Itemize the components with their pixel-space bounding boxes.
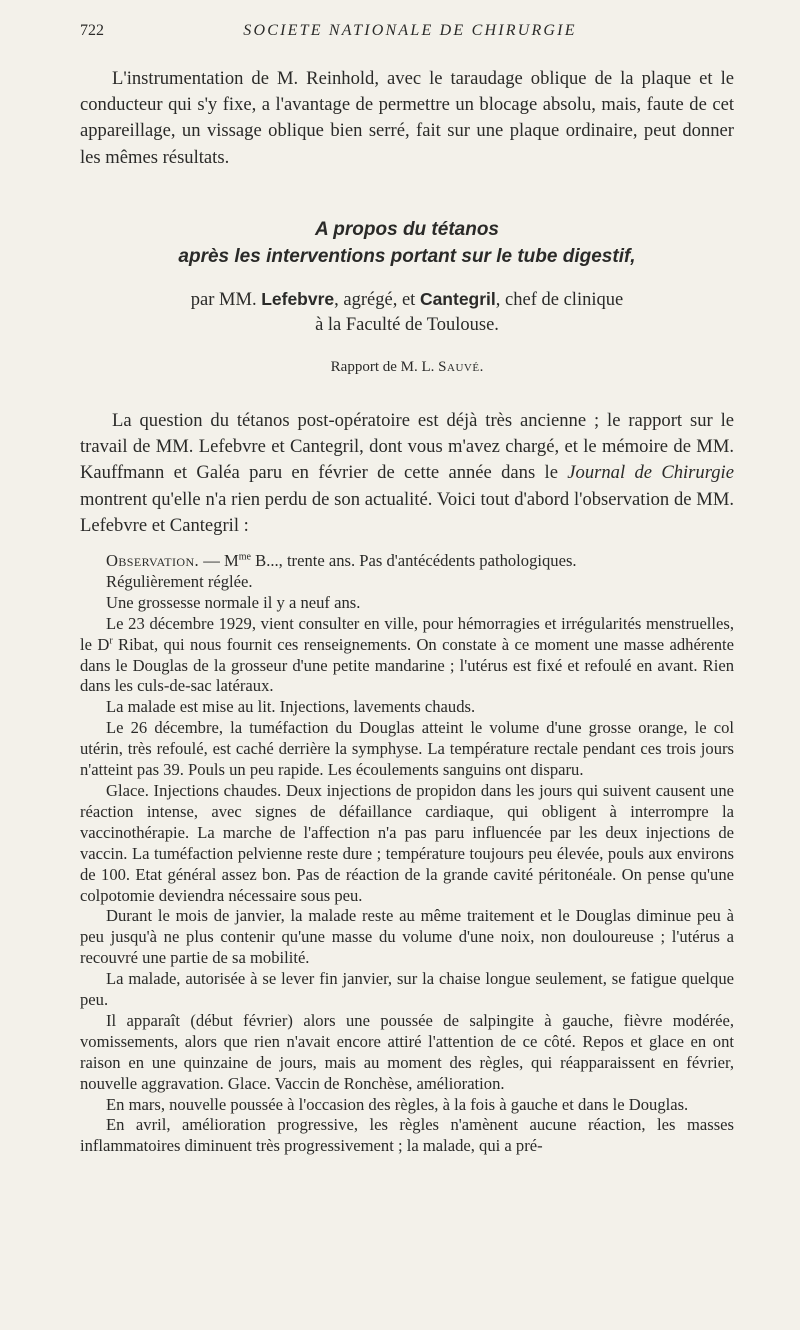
observation-p4-a: Le 23 décembre 1929, vient consulter en ville, pour hémorragies et irrégularités menstruelles, le D — [80, 613, 734, 654]
observation-p10: Il apparaît (début février) alors une poussée de salpingite à gauche, fièvre modérée, vomissements, alors que rien n'avait encore attiré l'attention de ce côté. Repos et glace en ont raison en une quinzaine de jours, mais au moment des règles, qui réapparaissent en février, nouvelle aggravation. Glace. Vaccin de Ronchèse, amélioration. — [80, 1010, 734, 1093]
observation-p8: Durant le mois de janvier, la malade reste au même traitement et le Douglas diminue peu à peu jusqu'à ne plus contenir qu'une masse du volume d'une noix, non douloureuse ; l'utérus a recouvré une partie de sa mobilité. — [80, 906, 734, 968]
observation-dash: — M — [199, 551, 239, 570]
reporter-name: Sauvé — [438, 359, 480, 375]
byline-line-2: à la Faculté de Toulouse. — [315, 315, 499, 335]
intro-paragraph: L'instrumentation de M. Reinhold, avec le taraudage oblique de la plaque et le conducteur qui s'y fixe, a l'avantage de permettre un blocage absolu, mais, faute de cet appareillage, un vissage oblique bien serré, fait sur une plaque ordinaire, peut donner les mêmes résultats. — [80, 68, 734, 168]
main-paragraph-part-1: La question du tétanos post-opératoire est déjà très ancienne ; le rapport sur le travail de MM. Lefebvre et Cantegril, dont vous m'avez chargé, et le mémoire de MM. Kauffmann et Galéa paru en février de cette année dans le — [80, 410, 734, 484]
main-paragraph-part-2: montrent qu'elle n'a rien perdu de son actualité. Voici tout d'abord l'observation de MM. Lefebvre et Cantegril : — [80, 488, 734, 536]
page-number: 722 — [80, 22, 104, 39]
report-line — [80, 357, 734, 377]
observation-p7: Glace. Injections chaudes. Deux injections de propidon dans les jours qui suivent causent une réaction intense, avec signes de défaillance cardiaque, qui obligent à interrompre la vaccinothérapie. La marche de l'affection n'a pas paru influencée par les deux injections de vaccin. La tuméfaction pelvienne reste dure ; température toujours peu élevée, pouls aux environs de 100. Etat général assez bon. Pas de réaction de la grande cavité péritonéale. On pense qu'une colpotomie deviendra nécessaire sous peu. — [80, 780, 734, 905]
observation-p12: En avril, amélioration progressive, les règles n'amènent aucune réaction, les masses inflammatoires diminuent très progressivement ; la malade, qui a pré- — [80, 1115, 734, 1156]
observation-p9: La malade, autorisée à se lever fin janvier, sur la chaise longue seulement, se fatigue quelque peu. — [80, 969, 734, 1010]
observation-sup-dr: r — [109, 635, 113, 647]
observation-patient: B..., trente ans. Pas d'antécédents pathologiques. — [250, 551, 577, 570]
main-paragraph — [80, 408, 734, 539]
article-title — [80, 216, 734, 270]
observation-p3: Une grossesse normale il y a neuf ans. — [106, 592, 361, 612]
observation-sup-me: me — [238, 551, 251, 563]
report-prefix: Rapport de M. L. — [330, 359, 439, 375]
observation-p5: La malade est mise au lit. Injections, lavements chauds. — [106, 697, 476, 717]
observation-p4-b: Ribat, qui nous fournit ces renseignements. On constate à ce moment une masse adhérente dans le Douglas de la grosseur d'une petite mandarine ; l'utérus est fixé et refoulé en avant. Rien dans les culs-de-sac latéraux. — [80, 634, 734, 696]
observation-p11: En mars, nouvelle poussée à l'occasion des règles, à la fois à gauche et dans le Douglas. — [106, 1094, 689, 1114]
observation-p4 — [80, 614, 734, 698]
observation-p2: Régulièrement réglée. — [106, 571, 253, 591]
observation-p1 — [80, 551, 734, 572]
byline-prefix: par MM. — [190, 290, 262, 310]
byline-line-1 — [80, 287, 734, 313]
byline-mid-1: , agrégé, et — [334, 290, 420, 310]
journal-name: Journal de Chirurgie — [567, 462, 734, 484]
author-cantegril: Cantegril — [419, 289, 496, 309]
byline — [80, 287, 734, 338]
observation-p6: Le 26 décembre, la tuméfaction du Douglas atteint le volume d'une grosse orange, le col utérin, très refoulé, est caché derrière la symphyse. La température rectale pendant ces trois jours n'atteint pas 39. Pouls un peu rapide. Les écoulements sanguins ont disparu. — [80, 718, 734, 780]
author-lefebvre: Lefebvre — [261, 289, 335, 309]
observation-lead: Observation. — [106, 551, 200, 570]
journal-title: SOCIETE NATIONALE DE CHIRURGIE — [243, 22, 577, 39]
report-suffix: . — [479, 359, 484, 375]
article-title-line-2: après les interventions portant sur le tube digestif, — [178, 246, 636, 267]
observation-section — [80, 551, 734, 1157]
running-header — [80, 22, 740, 46]
article-title-line-1: A propos du tétanos — [314, 219, 500, 240]
byline-mid-2: , chef de clinique — [495, 290, 624, 310]
